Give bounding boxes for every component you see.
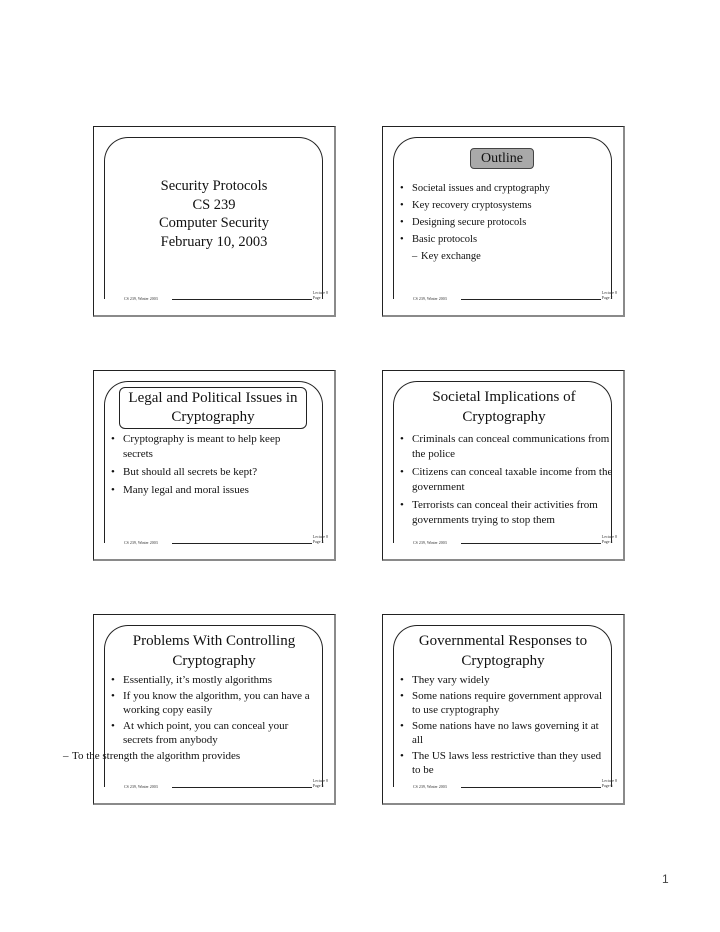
- bullet-icon: •: [111, 720, 115, 732]
- dash-icon: –: [412, 251, 418, 262]
- dash-icon: –: [63, 750, 69, 762]
- bullet-icon: •: [400, 720, 404, 732]
- bullet-icon: •: [111, 674, 115, 686]
- bullet-list: [399, 182, 613, 267]
- bullet-text: Essentially, it’s mostly algorithms: [123, 674, 273, 686]
- bullet-icon: •: [400, 750, 404, 762]
- footer-lecture: Lecture 8: [312, 534, 328, 539]
- bullet-text: But should all secrets be kept?: [123, 466, 258, 478]
- bullet-list: [399, 432, 615, 531]
- bullet-text: Cryptography is meant to help keep secrets: [123, 433, 281, 460]
- bullet-item: [110, 673, 320, 687]
- bullet-text: Some nations have no laws governing it at all: [412, 720, 599, 746]
- bullet-list: [63, 673, 320, 766]
- bullet-icon: •: [111, 484, 115, 496]
- bullet-item: [399, 749, 603, 777]
- title-line: February 10, 2003: [160, 233, 268, 250]
- bullet-item: [399, 432, 615, 462]
- footer-page: [313, 534, 328, 544]
- bullet-item: [399, 673, 603, 687]
- bullet-text: If you know the algorithm, you can have a working copy easily: [123, 690, 310, 716]
- footer-course: CS 239, Winter 2003: [413, 784, 447, 789]
- bullet-text: Key exchange: [421, 251, 481, 262]
- bullet-item: [399, 182, 613, 196]
- slide-title: Governmental Responses to Cryptography: [418, 633, 588, 669]
- footer-lecture: Lecture 8: [601, 778, 617, 783]
- bullet-icon: •: [111, 433, 115, 445]
- footer-rule: [461, 543, 601, 544]
- bullet-text: They vary widely: [412, 674, 490, 686]
- footer-page-label: Page 3: [312, 539, 324, 544]
- footer-course: CS 239, Winter 2003: [124, 784, 158, 789]
- footer-page-label: Page 4: [601, 539, 613, 544]
- slide-title: Outline: [470, 148, 534, 169]
- bullet-icon: •: [400, 234, 404, 245]
- footer-rule: [461, 787, 601, 788]
- slide-title: [94, 177, 334, 251]
- footer-page-label: Page 2: [601, 295, 613, 300]
- sub-bullet-item: [399, 250, 613, 264]
- bullet-icon: •: [400, 433, 404, 445]
- footer-course: CS 239, Winter 2003: [413, 540, 447, 545]
- bullet-text: Basic protocols: [412, 234, 478, 245]
- slide-5: [63, 614, 336, 805]
- bullet-text: Some nations require government approval to use cryptography: [412, 690, 603, 716]
- bullet-icon: •: [400, 200, 404, 211]
- bullet-icon: •: [400, 499, 404, 511]
- footer-course: CS 239, Winter 2003: [413, 296, 447, 301]
- title-line: CS 239: [192, 196, 236, 213]
- bullet-icon: •: [400, 674, 404, 686]
- slide-4: [382, 370, 625, 561]
- footer-rule: [172, 787, 312, 788]
- bullet-text: Societal issues and cryptography: [412, 183, 550, 194]
- footer-page: [313, 778, 328, 788]
- footer-page-label: Page 1: [312, 295, 324, 300]
- bullet-text: At which point, you can conceal your secrets from anybody: [123, 720, 289, 746]
- title-line: Security Protocols: [160, 178, 268, 194]
- slide-title: Legal and Political Issues in Cryptography: [119, 387, 307, 429]
- bullet-item: [399, 689, 603, 717]
- slide-title: Societal Implications of Cryptography: [432, 389, 576, 425]
- bullet-item: [110, 465, 306, 480]
- footer-page: [602, 290, 617, 300]
- slide-1: [93, 126, 336, 317]
- bullet-text: Criminals can conceal communications from the police: [412, 433, 610, 460]
- footer-lecture: Lecture 8: [601, 290, 617, 295]
- footer-rule: [461, 299, 601, 300]
- bullet-text: Designing secure protocols: [412, 217, 527, 228]
- sub-bullet-item: [50, 749, 260, 763]
- footer-page-label: Page 5: [312, 783, 324, 788]
- bullet-icon: •: [400, 466, 404, 478]
- footer-course: CS 239, Winter 2003: [124, 540, 158, 545]
- bullet-item: [399, 719, 603, 747]
- footer-lecture: Lecture 8: [312, 290, 328, 295]
- slide-6: [382, 614, 625, 805]
- slide-3: [93, 370, 336, 561]
- bullet-list: [399, 673, 603, 780]
- bullet-item: [399, 216, 613, 230]
- bullet-item: [399, 233, 613, 247]
- bullet-icon: •: [400, 183, 404, 194]
- bullet-text: To the strength the algorithm provides: [72, 750, 241, 762]
- bullet-text: Citizens can conceal taxable income from the government: [412, 466, 613, 493]
- footer-page: [313, 290, 328, 300]
- bullet-icon: •: [111, 690, 115, 702]
- footer-rule: [172, 543, 312, 544]
- footer-rule: [172, 299, 312, 300]
- bullet-icon: •: [400, 690, 404, 702]
- bullet-item: [399, 465, 615, 495]
- bullet-icon: •: [111, 466, 115, 478]
- bullet-item: [110, 689, 320, 717]
- bullet-text: The US laws less restrictive than they used to be: [412, 750, 602, 776]
- title-line: Computer Security: [159, 215, 269, 231]
- bullet-icon: •: [400, 217, 404, 228]
- bullet-text: Many legal and moral issues: [123, 484, 249, 496]
- footer-page-label: Page 6: [601, 783, 613, 788]
- footer-lecture: Lecture 8: [312, 778, 328, 783]
- bullet-list: [110, 432, 306, 501]
- footer-course: CS 239, Winter 2003: [124, 296, 158, 301]
- bullet-text: Key recovery cryptosystems: [412, 200, 532, 211]
- bullet-item: [399, 199, 613, 213]
- slide-title: Problems With Controlling Cryptography: [132, 633, 296, 669]
- bullet-text: Terrorists can conceal their activities from governments trying to stop them: [412, 499, 598, 526]
- footer-lecture: Lecture 8: [601, 534, 617, 539]
- bullet-item: [110, 432, 306, 462]
- page-number: 1: [662, 872, 669, 886]
- bullet-item: [110, 719, 320, 747]
- bullet-item: [399, 498, 615, 528]
- bullet-item: [110, 483, 306, 498]
- footer-page: [602, 778, 617, 788]
- slide-2: [382, 126, 625, 317]
- footer-page: [602, 534, 617, 544]
